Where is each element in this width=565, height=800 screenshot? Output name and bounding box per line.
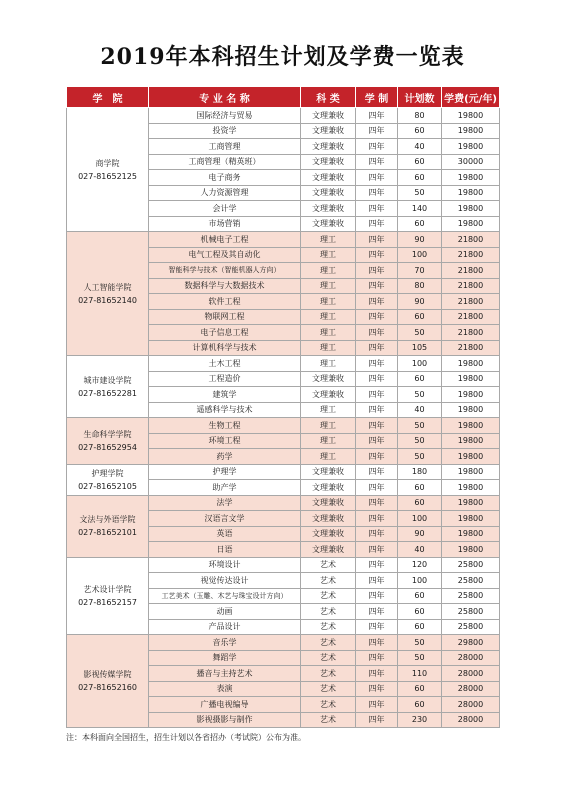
major-name: 影视摄影与制作 [149,712,301,728]
category: 文理兼收 [301,185,356,201]
quota: 50 [398,325,442,341]
category: 文理兼收 [301,480,356,496]
duration: 四年 [356,309,398,325]
quota: 50 [398,635,442,651]
duration: 四年 [356,139,398,155]
quota: 60 [398,371,442,387]
tuition: 21800 [442,325,500,341]
college-cell [67,557,149,635]
tuition: 21800 [442,247,500,263]
major-name: 音乐学 [149,635,301,651]
duration: 四年 [356,650,398,666]
major-name: 环境工程 [149,433,301,449]
tuition: 29800 [442,635,500,651]
duration: 四年 [356,418,398,434]
quota: 60 [398,216,442,232]
table-row [67,557,500,573]
duration: 四年 [356,526,398,542]
table-row [67,495,500,511]
table-row [67,464,500,480]
quota: 80 [398,278,442,294]
category: 理工 [301,294,356,310]
duration: 四年 [356,263,398,279]
quota: 50 [398,387,442,403]
major-name: 市场营销 [149,216,301,232]
tuition: 21800 [442,232,500,248]
duration: 四年 [356,511,398,527]
category: 文理兼收 [301,495,356,511]
college-name: 文法与外语学院 [79,515,136,524]
major-name: 工商管理（精英班） [149,154,301,170]
tuition: 19800 [442,387,500,403]
header-tuition: 学费(元/年) [442,87,500,108]
duration: 四年 [356,247,398,263]
duration: 四年 [356,495,398,511]
duration: 四年 [356,480,398,496]
major-name: 舞蹈学 [149,650,301,666]
duration: 四年 [356,666,398,682]
header-duration: 学 制 [356,87,398,108]
college-name: 艺术设计学院 [83,584,132,594]
duration: 四年 [356,557,398,573]
quota: 60 [398,123,442,139]
major-name: 工商管理 [149,139,301,155]
tuition: 19800 [442,170,500,186]
tuition: 19800 [442,123,500,139]
college-phone: 027-81652160 [78,683,137,692]
duration: 四年 [356,201,398,217]
header-category: 科 类 [301,87,356,108]
quota: 60 [398,588,442,604]
major-name: 英语 [149,526,301,542]
major-name: 计算机科学与技术 [149,340,301,356]
tuition: 21800 [442,309,500,325]
major-name: 机械电子工程 [149,232,301,248]
quota: 60 [398,154,442,170]
quota: 60 [398,170,442,186]
category: 文理兼收 [301,511,356,527]
tuition: 21800 [442,340,500,356]
major-name: 生物工程 [149,418,301,434]
category: 理工 [301,433,356,449]
college-cell [67,232,149,356]
quota: 70 [398,263,442,279]
major-name: 智能科学与技术（智能机器人方向） [149,263,301,279]
tuition: 25800 [442,588,500,604]
category: 理工 [301,340,356,356]
tuition: 19800 [442,139,500,155]
tuition: 28000 [442,697,500,713]
duration: 四年 [356,123,398,139]
header-quota: 计划数 [398,87,442,108]
tuition: 21800 [442,263,500,279]
quota: 60 [398,480,442,496]
quota: 50 [398,433,442,449]
table-row [67,232,500,248]
quota: 180 [398,464,442,480]
college-name: 商学院 [95,158,120,168]
table-row [67,356,500,372]
quota: 60 [398,619,442,635]
tuition: 28000 [442,666,500,682]
major-name: 广播电视编导 [149,697,301,713]
duration: 四年 [356,681,398,697]
tuition: 19800 [442,216,500,232]
major-name: 表演 [149,681,301,697]
category: 理工 [301,356,356,372]
college-phone: 027-81652140 [78,295,137,305]
major-name: 建筑学 [149,387,301,403]
major-name: 环境设计 [149,557,301,573]
tuition: 19800 [442,185,500,201]
major-name: 动画 [149,604,301,620]
college-cell [67,418,149,465]
college-name: 城市建设学院 [83,375,132,385]
category: 艺术 [301,604,356,620]
category: 文理兼收 [301,123,356,139]
college-phone: 027-81652105 [78,481,137,491]
college-phone: 027-81652281 [78,388,137,398]
category: 理工 [301,263,356,279]
page-title: 2019年本科招生计划及学费一览表 [100,44,465,70]
category: 文理兼收 [301,542,356,558]
college-cell [67,635,149,728]
quota: 50 [398,449,442,465]
college-cell [67,495,149,557]
tuition: 19800 [442,433,500,449]
tuition: 19800 [442,201,500,217]
quota: 80 [398,108,442,124]
category: 艺术 [301,712,356,728]
quota: 40 [398,402,442,418]
tuition: 19800 [442,480,500,496]
tuition: 19800 [442,526,500,542]
category: 艺术 [301,635,356,651]
tuition: 19800 [442,402,500,418]
college-name: 生命科学学院 [83,429,132,439]
major-name: 会计学 [149,201,301,217]
category: 艺术 [301,588,356,604]
quota: 100 [398,511,442,527]
duration: 四年 [356,573,398,589]
major-name: 投资学 [149,123,301,139]
college-name: 护理学院 [91,468,124,478]
category: 艺术 [301,666,356,682]
major-name: 播音与主持艺术 [149,666,301,682]
table-header-row [67,87,500,108]
duration: 四年 [356,232,398,248]
tuition: 19800 [442,464,500,480]
table-row [67,635,500,651]
duration: 四年 [356,216,398,232]
tuition: 19800 [442,495,500,511]
tuition: 25800 [442,619,500,635]
duration: 四年 [356,635,398,651]
duration: 四年 [356,588,398,604]
category: 文理兼收 [301,387,356,403]
duration: 四年 [356,294,398,310]
tuition: 19800 [442,108,500,124]
tuition: 28000 [442,650,500,666]
college-cell [67,464,149,495]
major-name: 物联网工程 [149,309,301,325]
duration: 四年 [356,371,398,387]
category: 理工 [301,278,356,294]
major-name: 国际经济与贸易 [149,108,301,124]
quota: 60 [398,495,442,511]
major-name: 法学 [149,495,301,511]
tuition: 25800 [442,604,500,620]
tuition: 19800 [442,511,500,527]
duration: 四年 [356,604,398,620]
major-name: 数据科学与大数据技术 [149,278,301,294]
duration: 四年 [356,712,398,728]
category: 理工 [301,247,356,263]
category: 理工 [301,402,356,418]
tuition: 19800 [442,371,500,387]
college-cell [67,108,149,232]
college-phone: 027-81652101 [78,528,137,537]
duration: 四年 [356,402,398,418]
quota: 120 [398,557,442,573]
table-body [67,108,500,728]
category: 文理兼收 [301,108,356,124]
duration: 四年 [356,340,398,356]
major-name: 汉语言文学 [149,511,301,527]
quota: 90 [398,232,442,248]
college-cell [67,356,149,418]
table-row [67,418,500,434]
header-major: 专 业 名 称 [149,87,301,108]
major-name: 人力资源管理 [149,185,301,201]
major-name: 土木工程 [149,356,301,372]
major-name: 产品设计 [149,619,301,635]
major-name: 电子商务 [149,170,301,186]
major-name: 药学 [149,449,301,465]
category: 文理兼收 [301,371,356,387]
quota: 60 [398,681,442,697]
college-phone: 027-81652125 [78,171,137,181]
college-phone: 027-81652157 [78,597,137,607]
footnote: 注：本科面向全国招生，招生计划以各省招办（考试院）公布为准。 [66,733,306,742]
tuition: 21800 [442,278,500,294]
duration: 四年 [356,433,398,449]
college-name: 影视传媒学院 [83,670,132,679]
category: 文理兼收 [301,154,356,170]
duration: 四年 [356,278,398,294]
tuition: 28000 [442,712,500,728]
quota: 105 [398,340,442,356]
tuition: 30000 [442,154,500,170]
quota: 40 [398,139,442,155]
major-name: 工程造价 [149,371,301,387]
category: 理工 [301,309,356,325]
category: 艺术 [301,573,356,589]
college-name: 人工智能学院 [83,282,132,292]
duration: 四年 [356,154,398,170]
quota: 230 [398,712,442,728]
duration: 四年 [356,185,398,201]
category: 艺术 [301,697,356,713]
category: 文理兼收 [301,464,356,480]
major-name: 护理学 [149,464,301,480]
table-row [67,108,500,124]
category: 艺术 [301,650,356,666]
quota: 100 [398,573,442,589]
category: 艺术 [301,619,356,635]
quota: 110 [398,666,442,682]
tuition: 19800 [442,542,500,558]
category: 理工 [301,232,356,248]
duration: 四年 [356,449,398,465]
duration: 四年 [356,387,398,403]
duration: 四年 [356,356,398,372]
quota: 90 [398,526,442,542]
major-name: 电气工程及其自动化 [149,247,301,263]
quota: 60 [398,309,442,325]
tuition: 25800 [442,573,500,589]
category: 文理兼收 [301,201,356,217]
duration: 四年 [356,170,398,186]
major-name: 遥感科学与技术 [149,402,301,418]
tuition: 21800 [442,294,500,310]
quota: 90 [398,294,442,310]
duration: 四年 [356,464,398,480]
duration: 四年 [356,325,398,341]
quota: 50 [398,185,442,201]
duration: 四年 [356,619,398,635]
tuition: 19800 [442,356,500,372]
duration: 四年 [356,542,398,558]
major-name: 电子信息工程 [149,325,301,341]
category: 文理兼收 [301,526,356,542]
major-name: 工艺美术（玉雕、木艺与珠宝设计方向） [149,588,301,604]
duration: 四年 [356,108,398,124]
category: 文理兼收 [301,139,356,155]
category: 理工 [301,325,356,341]
quota: 50 [398,650,442,666]
major-name: 软件工程 [149,294,301,310]
tuition: 19800 [442,418,500,434]
tuition: 19800 [442,449,500,465]
tuition: 28000 [442,681,500,697]
duration: 四年 [356,697,398,713]
quota: 100 [398,247,442,263]
category: 艺术 [301,557,356,573]
category: 理工 [301,418,356,434]
category: 文理兼收 [301,170,356,186]
quota: 60 [398,604,442,620]
quota: 60 [398,697,442,713]
major-name: 日语 [149,542,301,558]
major-name: 助产学 [149,480,301,496]
header-college: 学 院 [67,87,149,108]
enrollment-table [66,86,500,728]
tuition: 25800 [442,557,500,573]
college-phone: 027-81652954 [78,442,137,452]
category: 文理兼收 [301,216,356,232]
quota: 50 [398,418,442,434]
quota: 140 [398,201,442,217]
quota: 100 [398,356,442,372]
category: 艺术 [301,681,356,697]
category: 理工 [301,449,356,465]
quota: 40 [398,542,442,558]
major-name: 视觉传达设计 [149,573,301,589]
